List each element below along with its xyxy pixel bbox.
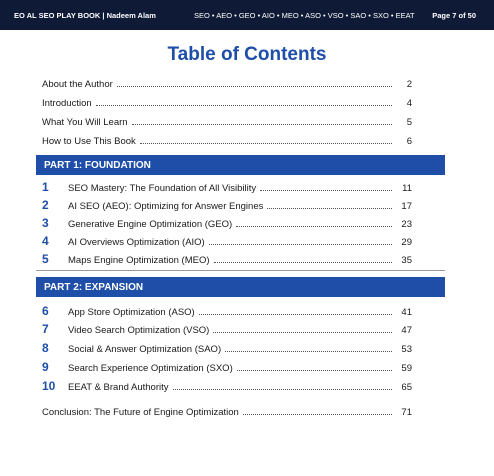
chapter-label: AI SEO (AEO): Optimizing for Answer Engines — [68, 201, 264, 212]
chapter-number: 4 — [42, 234, 49, 248]
chapter-number: 6 — [42, 304, 49, 318]
chapter-page: 65 — [401, 382, 412, 393]
toc-entry-what-you-will-learn[interactable] — [42, 112, 412, 126]
part-1-header: PART 1: FOUNDATION — [36, 155, 445, 175]
toc-entry-how-to-use[interactable] — [42, 131, 412, 145]
page-title: Table of Contents — [167, 44, 327, 65]
topics-list: SEO • AEO • GEO • AIO • MEO • ASO • VSO • SAO • SXO • EEAT — [194, 10, 415, 20]
chapter-number: 9 — [42, 360, 49, 374]
toc-entry-page: 2 — [406, 79, 412, 90]
chapter-page: 35 — [401, 255, 412, 266]
dot-leader — [209, 232, 392, 245]
dot-leader — [237, 358, 392, 371]
chapter-4[interactable] — [42, 232, 412, 248]
dot-leader — [132, 112, 392, 125]
divider — [36, 270, 445, 271]
chapter-label: AI Overviews Optimization (AIO) — [68, 237, 205, 248]
toc-entry-page: 4 — [406, 98, 412, 109]
toc-entry-page: 6 — [406, 136, 412, 147]
chapter-page: 59 — [401, 363, 412, 374]
chapter-label: Maps Engine Optimization (MEO) — [68, 255, 210, 266]
chapter-page: 53 — [401, 344, 412, 355]
chapter-label: SEO Mastery: The Foundation of All Visibility — [68, 183, 257, 194]
toc-entry-conclusion[interactable] — [42, 402, 412, 416]
dot-leader — [173, 377, 392, 390]
dot-leader — [243, 402, 392, 415]
chapter-number: 3 — [42, 216, 49, 230]
chapter-label: Search Experience Optimization (SXO) — [68, 363, 233, 374]
toc-entry-label: About the Author — [42, 79, 113, 90]
chapter-label: EEAT & Brand Authority — [68, 382, 169, 393]
part-2-header: PART 2: EXPANSION — [36, 277, 445, 297]
chapter-label: Social & Answer Optimization (SAO) — [68, 344, 222, 355]
chapter-10[interactable] — [42, 377, 412, 393]
page-indicator: Page 7 of 50 — [432, 10, 476, 20]
chapter-2[interactable] — [42, 196, 412, 212]
chapter-5[interactable] — [42, 250, 412, 266]
chapter-page: 41 — [401, 307, 412, 318]
toc-entry-about-author[interactable] — [42, 74, 412, 88]
chapter-page: 23 — [401, 219, 412, 230]
header-bar — [0, 0, 494, 30]
dot-leader — [214, 250, 393, 263]
dot-leader — [267, 196, 392, 209]
toc-entry-label: Introduction — [42, 98, 92, 109]
dot-leader — [236, 214, 392, 227]
chapter-page: 11 — [402, 183, 412, 194]
toc-entry-label: Conclusion: The Future of Engine Optimization — [42, 407, 239, 418]
chapter-label: App Store Optimization (ASO) — [68, 307, 195, 318]
chapter-number: 5 — [42, 252, 49, 266]
chapter-number: 2 — [42, 198, 49, 212]
chapter-label: Video Search Optimization (VSO) — [68, 325, 210, 336]
dot-leader — [260, 178, 392, 191]
chapter-9[interactable] — [42, 358, 412, 374]
chapter-number: 7 — [42, 322, 49, 336]
dot-leader — [225, 339, 392, 352]
chapter-page: 29 — [401, 237, 412, 248]
toc-entry-label: How to Use This Book — [42, 136, 136, 147]
chapter-label: Generative Engine Optimization (GEO) — [68, 219, 233, 230]
chapter-number: 8 — [42, 341, 49, 355]
chapter-8[interactable] — [42, 339, 412, 355]
book-title-text: EO AL SEO PLAY BOOK | — [14, 10, 105, 20]
chapter-6[interactable] — [42, 302, 412, 318]
author-name: Nadeem Alam — [106, 10, 156, 20]
toc-entry-label: What You Will Learn — [42, 117, 128, 128]
chapter-number: 10 — [42, 379, 56, 393]
dot-leader — [117, 74, 392, 87]
chapter-number: 1 — [42, 180, 49, 194]
toc-entry-page: 5 — [406, 117, 412, 128]
dot-leader — [213, 320, 392, 333]
chapter-page: 47 — [401, 325, 412, 336]
chapter-page: 17 — [401, 201, 412, 212]
book-title — [14, 11, 156, 20]
dot-leader — [199, 302, 392, 315]
chapter-1[interactable] — [42, 178, 412, 194]
chapter-3[interactable] — [42, 214, 412, 230]
dot-leader — [96, 93, 392, 106]
toc-entry-introduction[interactable] — [42, 93, 412, 107]
dot-leader — [140, 131, 392, 144]
chapter-7[interactable] — [42, 320, 412, 336]
toc-entry-page: 71 — [401, 407, 412, 418]
